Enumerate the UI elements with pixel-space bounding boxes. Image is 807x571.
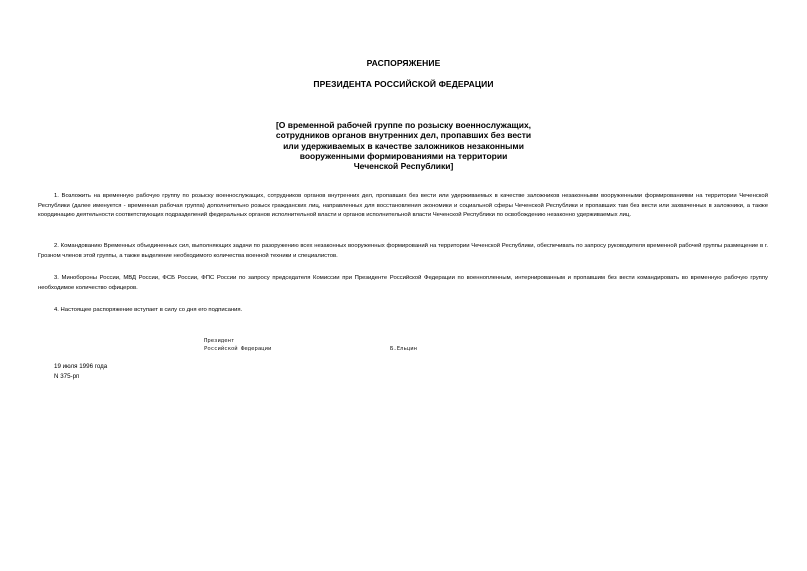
document-number: N 375-рп	[54, 373, 80, 380]
paragraph-2: 2. Командованию Временных объединенных сил, выполняющих задачи по разоружению всех незаконных вооруженных формирований на территории Чеченской Республики, обеспечивать по запросу руководителя временной рабочей группы размещение в г. Грозном членов этой группы, а также выделение необходимого количества военной техники и специалистов.	[38, 243, 768, 259]
title-line: сотрудников органов внутренних дел, пропавших без вести	[275, 130, 532, 141]
title-line: [О временной рабочей группе по розыску военнослужащих,	[275, 120, 532, 130]
document-title	[220, 120, 587, 171]
document-date: 19 июля 1996 года	[54, 363, 108, 370]
issuer-heading: ПРЕЗИДЕНТА РОССИЙСКОЙ ФЕДЕРАЦИИ	[313, 79, 494, 89]
title-line: вооруженными формированиями на территории	[299, 150, 508, 161]
document-type-heading: РАСПОРЯЖЕНИЕ	[366, 58, 441, 68]
signatory-title-continued: Российской Федерации	[204, 346, 272, 352]
paragraph-1: 1. Возложить на временную рабочую группу по розыску военнослужащих, сотрудников органов внутренних дел, пропавших без вести или удерживаемых в качестве заложников незаконными вооруженными формированиями на территории Чеченской Республики (далее именуется - временная рабочая группа) дополнительно розыск гражданских лиц, направленных для восстановления экономики и социальной сферы Чеченской Республики и пропавших там без вести или захваченных в заложники, а также координацию деятельности соответствующих подразделений федеральных органов исполнительной власти и органов исполнительной власти Чеченской Республики по освобождению незаконно удерживаемых лиц.	[38, 193, 768, 219]
title-line: Чеченской Республики]	[353, 161, 454, 172]
signatory-name: Б.Ельцин	[390, 346, 417, 352]
title-line: или удерживаемых в качестве заложников незаконными	[283, 140, 524, 151]
signatory-title: Президент	[204, 338, 235, 344]
paragraph-4: 4. Настоящее распоряжение вступает в силу со дня его подписания.	[54, 307, 243, 313]
paragraph-3: 3. Минобороны России, МВД России, ФСБ России, ФПС России по запросу председателя Комиссии при Президенте Российской Федерации по военнопленным, интернированным и пропавшим без вести командировать во временную рабочую группу необходимое количество офицеров.	[38, 275, 768, 291]
